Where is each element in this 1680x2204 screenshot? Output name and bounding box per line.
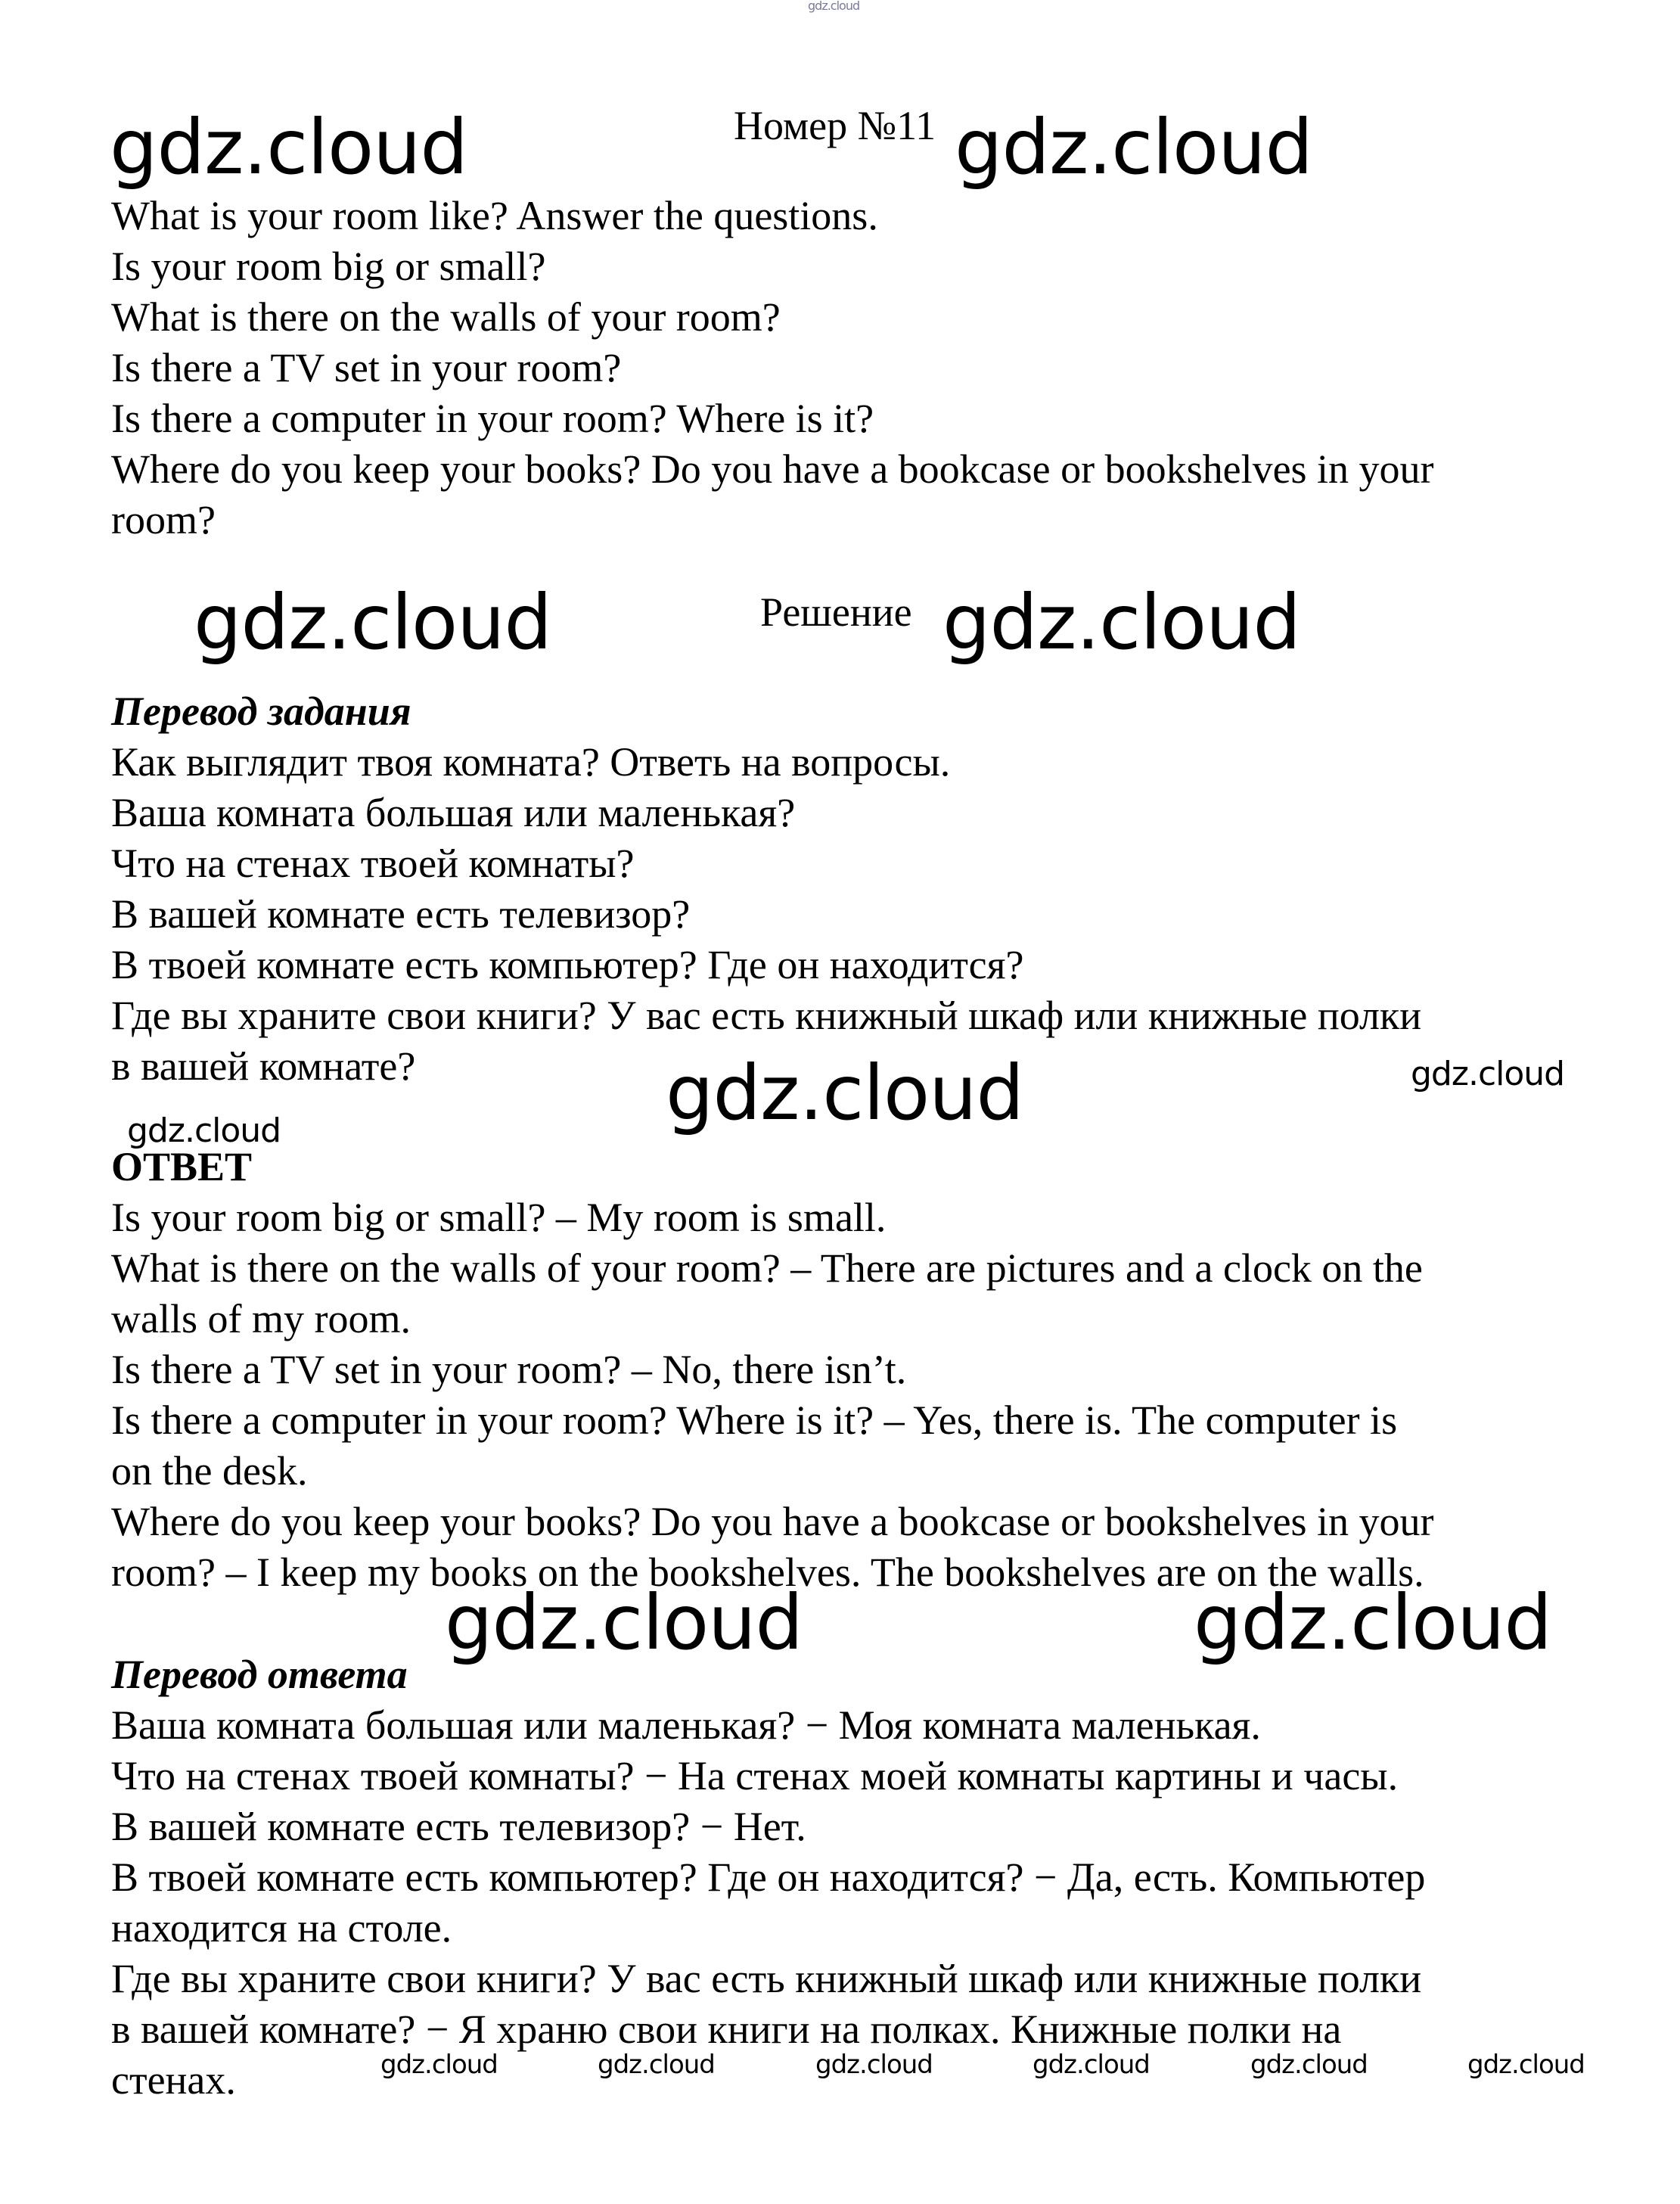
answer-heading: ОТВЕТ [111,1144,253,1189]
watermark-logo: gdz.cloud [110,103,468,191]
translation-answer-line: Где вы храните свои книги? У вас есть книжный шкаф или книжные полки [111,1956,1422,2001]
watermark-logo: gdz.cloud [1411,1055,1565,1093]
translation-answer-line: находится на столе. [111,1905,452,1951]
answer-line: room? – I keep my books on the bookshelves. The bookshelves are on the walls. [111,1550,1424,1595]
translation-task-line: Что на стенах твоей комнаты? [111,841,635,886]
answer-line: What is there on the walls of your room? – There are pictures and a clock on the [111,1245,1423,1291]
watermark-logo: gdz.cloud [942,578,1301,667]
task-line: What is there on the walls of your room? [111,294,781,340]
watermark-logo: gdz.cloud [194,578,552,667]
translation-answer-line: Что на стенах твоей комнаты? − На стенах моей комнаты картины и часы. [111,1753,1399,1798]
top-watermark: gdz.cloud [808,0,860,13]
answer-line: Is there a TV set in your room? – No, there isn’t. [111,1347,907,1392]
footer-watermark: gdz.cloud [1033,2050,1150,2080]
task-line: Is there a TV set in your room? [111,345,622,390]
translation-answer-heading: Перевод ответа [111,1652,408,1697]
translation-answer-line: Ваша комната большая или маленькая? − Моя комната маленькая. [111,1702,1261,1748]
translation-task-line: Как выглядит твоя комната? Ответь на вопросы. [111,739,951,785]
translation-task-line: в вашей комнате? [111,1043,416,1089]
footer-watermark: gdz.cloud [1250,2050,1368,2080]
answer-line: Is there a computer in your room? Where is it? – Yes, there is. The computer is [111,1397,1398,1443]
translation-task-line: Где вы храните свои книги? У вас есть книжный шкаф или книжные полки [111,993,1422,1038]
footer-watermark: gdz.cloud [380,2050,498,2080]
translation-answer-line: стенах. [111,2057,236,2103]
task-line: What is your room like? Answer the questions. [111,193,878,238]
task-heading: Номер №11 [734,103,936,148]
translation-task-line: В твоей комнате есть компьютер? Где он находится? [111,942,1024,987]
translation-answer-line: В твоей комнате есть компьютер? Где он находится? − Да, есть. Компьютер [111,1854,1426,1900]
translation-task-line: В вашей комнате есть телевизор? [111,891,691,937]
answer-line: walls of my room. [111,1296,411,1341]
watermark-logo: gdz.cloud [1194,1578,1552,1667]
watermark-logo: gdz.cloud [127,1111,281,1150]
solution-heading: Решение [760,589,912,635]
footer-watermark: gdz.cloud [598,2050,715,2080]
answer-line: Where do you keep your books? Do you have a bookcase or bookshelves in your [111,1499,1434,1544]
task-line: Is your room big or small? [111,244,546,289]
translation-answer-line: В вашей комнате есть телевизор? − Нет. [111,1804,806,1849]
footer-watermark: gdz.cloud [1467,2050,1585,2080]
answer-line: on the desk. [111,1448,308,1494]
translation-task-line: Ваша комната большая или маленькая? [111,790,796,835]
task-line: Is there a computer in your room? Where is it? [111,396,874,441]
watermark-logo: gdz.cloud [445,1578,803,1667]
translation-task-heading: Перевод задания [111,689,411,734]
footer-watermark: gdz.cloud [815,2050,933,2080]
task-line: Where do you keep your books? Do you have a bookcase or bookshelves in your [111,446,1434,492]
watermark-logo: gdz.cloud [666,1049,1024,1137]
watermark-logo: gdz.cloud [955,103,1313,191]
translation-answer-line: в вашей комнате? − Я храню свои книги на полках. Книжные полки на [111,2007,1342,2052]
task-line: room? [111,497,216,542]
answer-line: Is your room big or small? – My room is small. [111,1195,887,1240]
